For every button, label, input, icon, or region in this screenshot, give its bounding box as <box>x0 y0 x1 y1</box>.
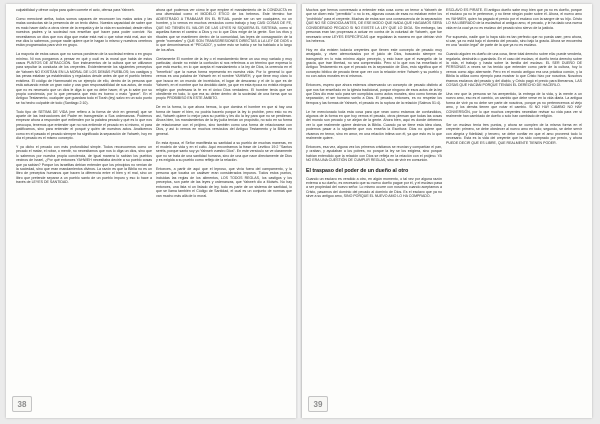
paragraph: Cuando un esclavo es vendido a otro, en algún momento, o tal vez por alguna razón externa a su dueño, es necesario que su nuevo dueño pague por él, y el esclavo pasa a ser propiedad del nuevo señor. Lo mismo ocurre con nosotros cuando aceptamos a Cristo, pasamos del dominio del pecado al dominio de Dios. Es el esclavo que ya no sirve a su antiguo amo, SINO PORQUE EL NUEVO AMO LO HA COMPRADO. <box>306 176 442 199</box>
page-number: 38 <box>12 396 32 412</box>
paragraph: Le he mencionado toda esta cosa para que vean como estamos de confundidos, algunos de la forma en que hoy vemos el pecado, otros piensan que todas las cosas del mundo son pecado y se alejan de la gente. Ahora bien, aquí es donde debemos ver lo que realmente quiere decirnos la Biblia. Cuando ya se tiene esta idea clara, podemos pasar a lo siguiente que nos enseña la Escritura: Dios no quiere que vivamos en temor, sino en amor, en una relación íntima con él, ya que esto es lo que realmente quiere. <box>306 109 442 141</box>
paragraph: Todo tipo de SETIMA DE VIDA (me refiero a la forma de vivir en general) que se aparte de las instrucciones del Padre en transgresión a Sus ordenanzas. Podemos empezar ahora a responder qué entienden por la palabra pecado y qué es lo que nos preocupa, tenemos que entender que no nos entiende el pecado en sí mismo, ni para justificarnos, sino para entender el porqué y quién de nuestros actos. Analicemos como en el pasado el pecado siempre ha significado la separación de Yahweh, hoy en día el pecado es el mismo concepto. <box>16 109 152 141</box>
left-page-body <box>6 8 296 394</box>
right-page-column-1 <box>306 8 442 394</box>
paragraph: culpabilidad y ofrece culpa para quien comete el acto, ofensa para Yahweh. <box>16 8 135 12</box>
paragraph: Entonces, espero que ahora estemos observando un concepto de pecado distinto al que nos fue enseñado en la iglesia tradicional, porque ninguno de esos actos de la ley que Dios dio eran solo para ser cumplidos como actos morales, sino como formas de separación, el ser humano vuelto a Dios. El pecado, entonces, es no respetar los tiempos y las formas de Yahweh, el pecado es la ruptura de la relación (Salmos 51:4). <box>306 83 442 105</box>
left-page <box>6 4 296 418</box>
paragraph: Como mencioné arriba, todos somos capaces de reconocer los malos actos y las malas conductas sin la presencia de un texto divino. Nuestra capacidad de saber que es malo hacer daño a otros viene de la empatía y de la vida en sociedad; desde niños nuestros padres y la sociedad nos enseñan qué hacer para poder convivir. No necesitamos un dios que nos diga que matar está mal o que robar está mal, aun sin ese dios lo sabemos, porque nadie quiere que le hagan lo mismo y nuestros cerebros están programados para vivir en grupo. <box>16 16 152 48</box>
paragraph: ahora qué podemos ver cómo le que emplee el mandamiento de la CONDUCTA en una diversidad como el MODELO ÉTICO de los hebreos. Este término fue ADIESTRADO A TRABAJAR EN EL RITUAL puede ser un ser cualquiera, no un hombre, y lo vemos en muchos versículos como trabajo y hay CASI COSAS DE FE, QUE NO TIENEN EL VALOR DE LAS LEYES NI SIQUIERA EL SISTEMA, como si aquellas fueran el camino a Dios y no lo que Dios exige de la gente. Son los ritos y rituales que se mantienen dentro de la comunidad, las leyes de consagración de la gente "normales" y QUE SON TRANSGRESIONES DIRECTAS A LA LEY DE DIOS o lo que denominamos el "PECADO", y sobre esto se habla y se ha hablado a lo largo de los años. <box>156 8 292 52</box>
paragraph: De en la forma, lo que ahora hemos, lo que domina el hombre en que si hay una forma de hacer el bien, no podría hacerlo porque la ley lo prohíbe, pero esto no es así, Yahweh quiere lo mejor para su pueblo y les dio la ley para que no se perdieran. Ahora bien, los mandamientos de la ley judía tenían un propósito, no solo en su forma de relacionarse con el prójimo, sino también como una forma de relacionarse con Dios, y así lo vemos en muchos versículos del Antiguo Testamento y la Biblia en general. <box>156 105 292 136</box>
paragraph: En esta época, el Señor manifiesta su santidad a su pueblo de muchas maneras, en el modelo de vida y en el culto. Aquí encontramos la frase de Levítico 19:2 "Santos seréis, porque santo soy yo Yahweh vuestro Dios". En este versículo se ve claramente que no se trata de una santidad humana, sino de una que nace directamente de Dios y es exigida a su pueblo como reflejo de la relación. <box>156 140 292 163</box>
left-page-column-2 <box>156 8 292 394</box>
paragraph: Entonces, esa vez, alguna vez los primeros cristianos se reunían y compartían el pan, y oraban, y ayudaban a los pobres, no porque la ley se los exigiera, sino porque habían entendido que la relación con Dios se refleja en la relación con el prójimo. YA NO ERA UNA CUESTIÓN DE CUMPLIR REGLAS, sino de vivir en comunión. <box>306 144 442 163</box>
paragraph: La mayoría de estos casos que no somos ponderan de la sociedad entera o en grupo mínimo. Ni nos pongamos a pensar en qué y cuál es la moral que habla de estos casos PUNTOS DE ATRACCIÓN. Son instrumentos de la cultura que se utilizaron para sepultar la conducta de los creyentes. Evidentemente los siguientes preceptos de Yahweh NO EXISTÍAN EN LA MORAL DE LOS DEMÁS PUEBLOS; los castigos y las penas estaban ya establecidos y regulados desde antes de que el pueblo hebreo existiera. El código de Hammurabi es un ejemplo de ello, dentro de la persona que está actuando existe un gran valor y una gran responsabilidad de sus actos, de modo que no es necesario que un dios le diga lo que no debe hacer, él ya lo sabe por su propia conciencia, por lo que pensaría que esto es bueno o malo "grave". En el Antiguo Testamento, cualquier que guardara todo el Torah (ley) salvo en un solo punto se ha hecho culpable de todo (Santiago 2:10). <box>16 52 152 105</box>
right-page-body <box>302 8 592 394</box>
paragraph: Una vez que la persona se ha arrepentido, la entrega de la vida, y la mente a un nuevo amo, eso es el cambio, un cambio que debe verse en la vida diaria. La antigua forma de vivir ya no debe ser parte de nosotros, porque ya no pertenecemos al viejo amo, y los demás tienen que notar el cambio. SI NO HAY CAMBIO NO HAY CONVERSIÓN, por lo que muchos creyentes necesitan revisar su vida para ver si realmente han cambiado de dueño o solo han cambiado de religión. <box>446 91 582 119</box>
paragraph: ESCLAVO ES PIRATE. El antiguo dueño sabe muy bien que ya no es dueño, porque el esclavo ya no le pertenece, y no tiene ningún poder sobre él. Ahora, el nuevo amo es YAHWEH, quien ha pagado el precio por el esclavo con la sangre de su hijo. Cristo LO HA LIBERADO de la esclavitud al antiguo amo, el pecado, y le ha dado una nueva vida en la cual ya no es esclavo del pecado sino siervo de la justicia. <box>446 8 582 30</box>
section-heading: El traspaso del poder de un dueño al otro <box>306 167 409 174</box>
paragraph: Ciertamente El nombre de la ley o el mandamiento tiene un uso muy variado y muy particular, donde no existe la confusión si nos referimos a un término que expresa lo que está escrito, en lo que acepta el mandamiento o la ley de Dios, la creencia en el "beneficio" que la nueva forma representa en nuestra vida. Por lo general lo que vemos es una palabra de Yahweh en el nombre YAHWEH, y que tiene muy claro lo que busca en un mundo de incrédulos, el lugar de descanso y el de lo que es de Yahweh, en el nombre que ha decidido darle, ya que en esta época no existía ninguna religión que profesara la fe en el único Dios verdadero. El hombre tenía que ser obediente en todo, lo que era su deber dentro de la sociedad de una forma que su propio PROBIBISO EN ESTE ÁMBITO. <box>156 56 292 101</box>
left-page-column-1 <box>16 8 152 394</box>
paragraph: Hoy en día existen todavía creyentes que tienen este concepto de pecado muy arraigado, y viven atemorizados por el juicio de Dios, buscando siempre no transgredir en lo más mínimo algún precepto, y esto hace que el evangelio de la gracia, que trae libertad, no sea comprendido. Pero si lo que nos ha enseñado el Antiguo Testamento es que el pecado es la separación de Dios, esto significa que el concepto bíblico de pecado tiene que ver con la relación entre Yahweh y su pueblo y no con actos morales en sí mismos. <box>306 47 442 79</box>
right-page <box>302 4 592 418</box>
paragraph: Entonces, a partir de aquí que el leproso, que vivía fuera del campamento, y la persona que tocaba un cadáver eran considerados impuros. Todos estos puntos, incluidas las reglas de los alimentos, LOS TODOS REGLAS, los castigos y los preceptos, son parte de las leyes y ordenanzas, que Yahweh dio a Moisés. No hay entonces, una lista ni un listado de ley, todo es parte de un sistema de santidad, lo que se llama también el Código de Santidad, el cual es un conjunto de normas que van mucho más allá de lo moral. <box>156 167 292 198</box>
paragraph: Por supuesto, nadie que lo haya sido es tan perfecto que no pueda caer, pero ahora, si cae, ya no está bajo el dominio del pecado, sino bajo la gracia. Ahora se encuentra en una "acción legal" de parte de la que ya no es esclavo. <box>446 34 582 48</box>
right-page-column-2 <box>446 8 582 394</box>
paragraph: Muchos que hemos conversado a entender esta cosa como un temor a Yahweh de que se dicen esto "permitido" o no lo es, algunas cosas de esas no estaban entre los "prohibido" para el creyente. Muchas de estas son una consecuencia de la separación QUE NO SE CONOCÍA ANTES, DE ESE MODO QUE NADA QUE HAGAMOS SERÁ CONSIDERADO PECADO SI NO EXISTE LA LEY QUE LO DIGA. Sin embargo, las personas eran tan propensas a actuar en contra de la voluntad de Yahweh, que fue necesario crear LEYES ESPECÍFICAS que regulaban la manera en que debían vivir los hebreos. <box>306 8 442 43</box>
paragraph: Y ya dicho el pecado con más profundidad simple. Todos reconocemos como un pecado el matar, el robar, o mentir, no necesitamos que nos lo diga un dios, sino que lo sabemos por nuestra propia conciencia, de igual manera lo sabían los pueblos vecinos de Israel, ¿Por qué entonces YAHWEH necesitaba decirle a su pueblo cosas que ya sabían? Porque los israelitas debían entender que los principios no venían de la sociedad, sino que eran mandamientos divinos. La razón es que la Biblia no es un libro de preceptos humanos que hacen la diferencia entre el bien y el mal, sino un libro que pretende separar a un pueblo santo de un pueblo impuro y eso lo hace a través de LEYES DE SANTIDAD. <box>16 144 152 185</box>
paragraph: Cuando alguien es dueño de una cosa, tiene total derecho sobre ella: puede venderla, regalarla, destruirla o guardarla. En el caso del esclavo, el dueño tenía derecho sobre la vida, el trabajo y hasta sobre la familia del esclavo. EL SER DUEÑO DE PERSONAS a veces se ha tenido que entender como parte de la cultura, hoy lo vemos como algo aberrante. Pero en el mundo antiguo era una práctica común, y la Biblia la utiliza como ejemplo para mostrar lo que Cristo hizo por nosotros. Nosotros éramos esclavos del pecado y del diablo, y Cristo pagó el precio para liberarnos, LAS COSAS QUE HACÍAN PORQUE TENÍAN EL DERECHO DE HACERLO. <box>446 52 582 88</box>
paragraph: Ser un esclavo tenía tres puntos, y ahora se cumplen de la misma forma en el creyente: primero, se debe obedecer al nuevo amo en todo; segundo, se debe servir con alegría y fidelidad; y tercero, se debe confiar en que el amo proveerá todo lo necesario. Esta es la vida del creyente que ha sido comprado por precio, y ahora PUEDE DECIR QUE ES LIBRE, QUE REALMENTE TIENEN PODER. <box>446 122 582 145</box>
page-number: 39 <box>308 396 328 412</box>
